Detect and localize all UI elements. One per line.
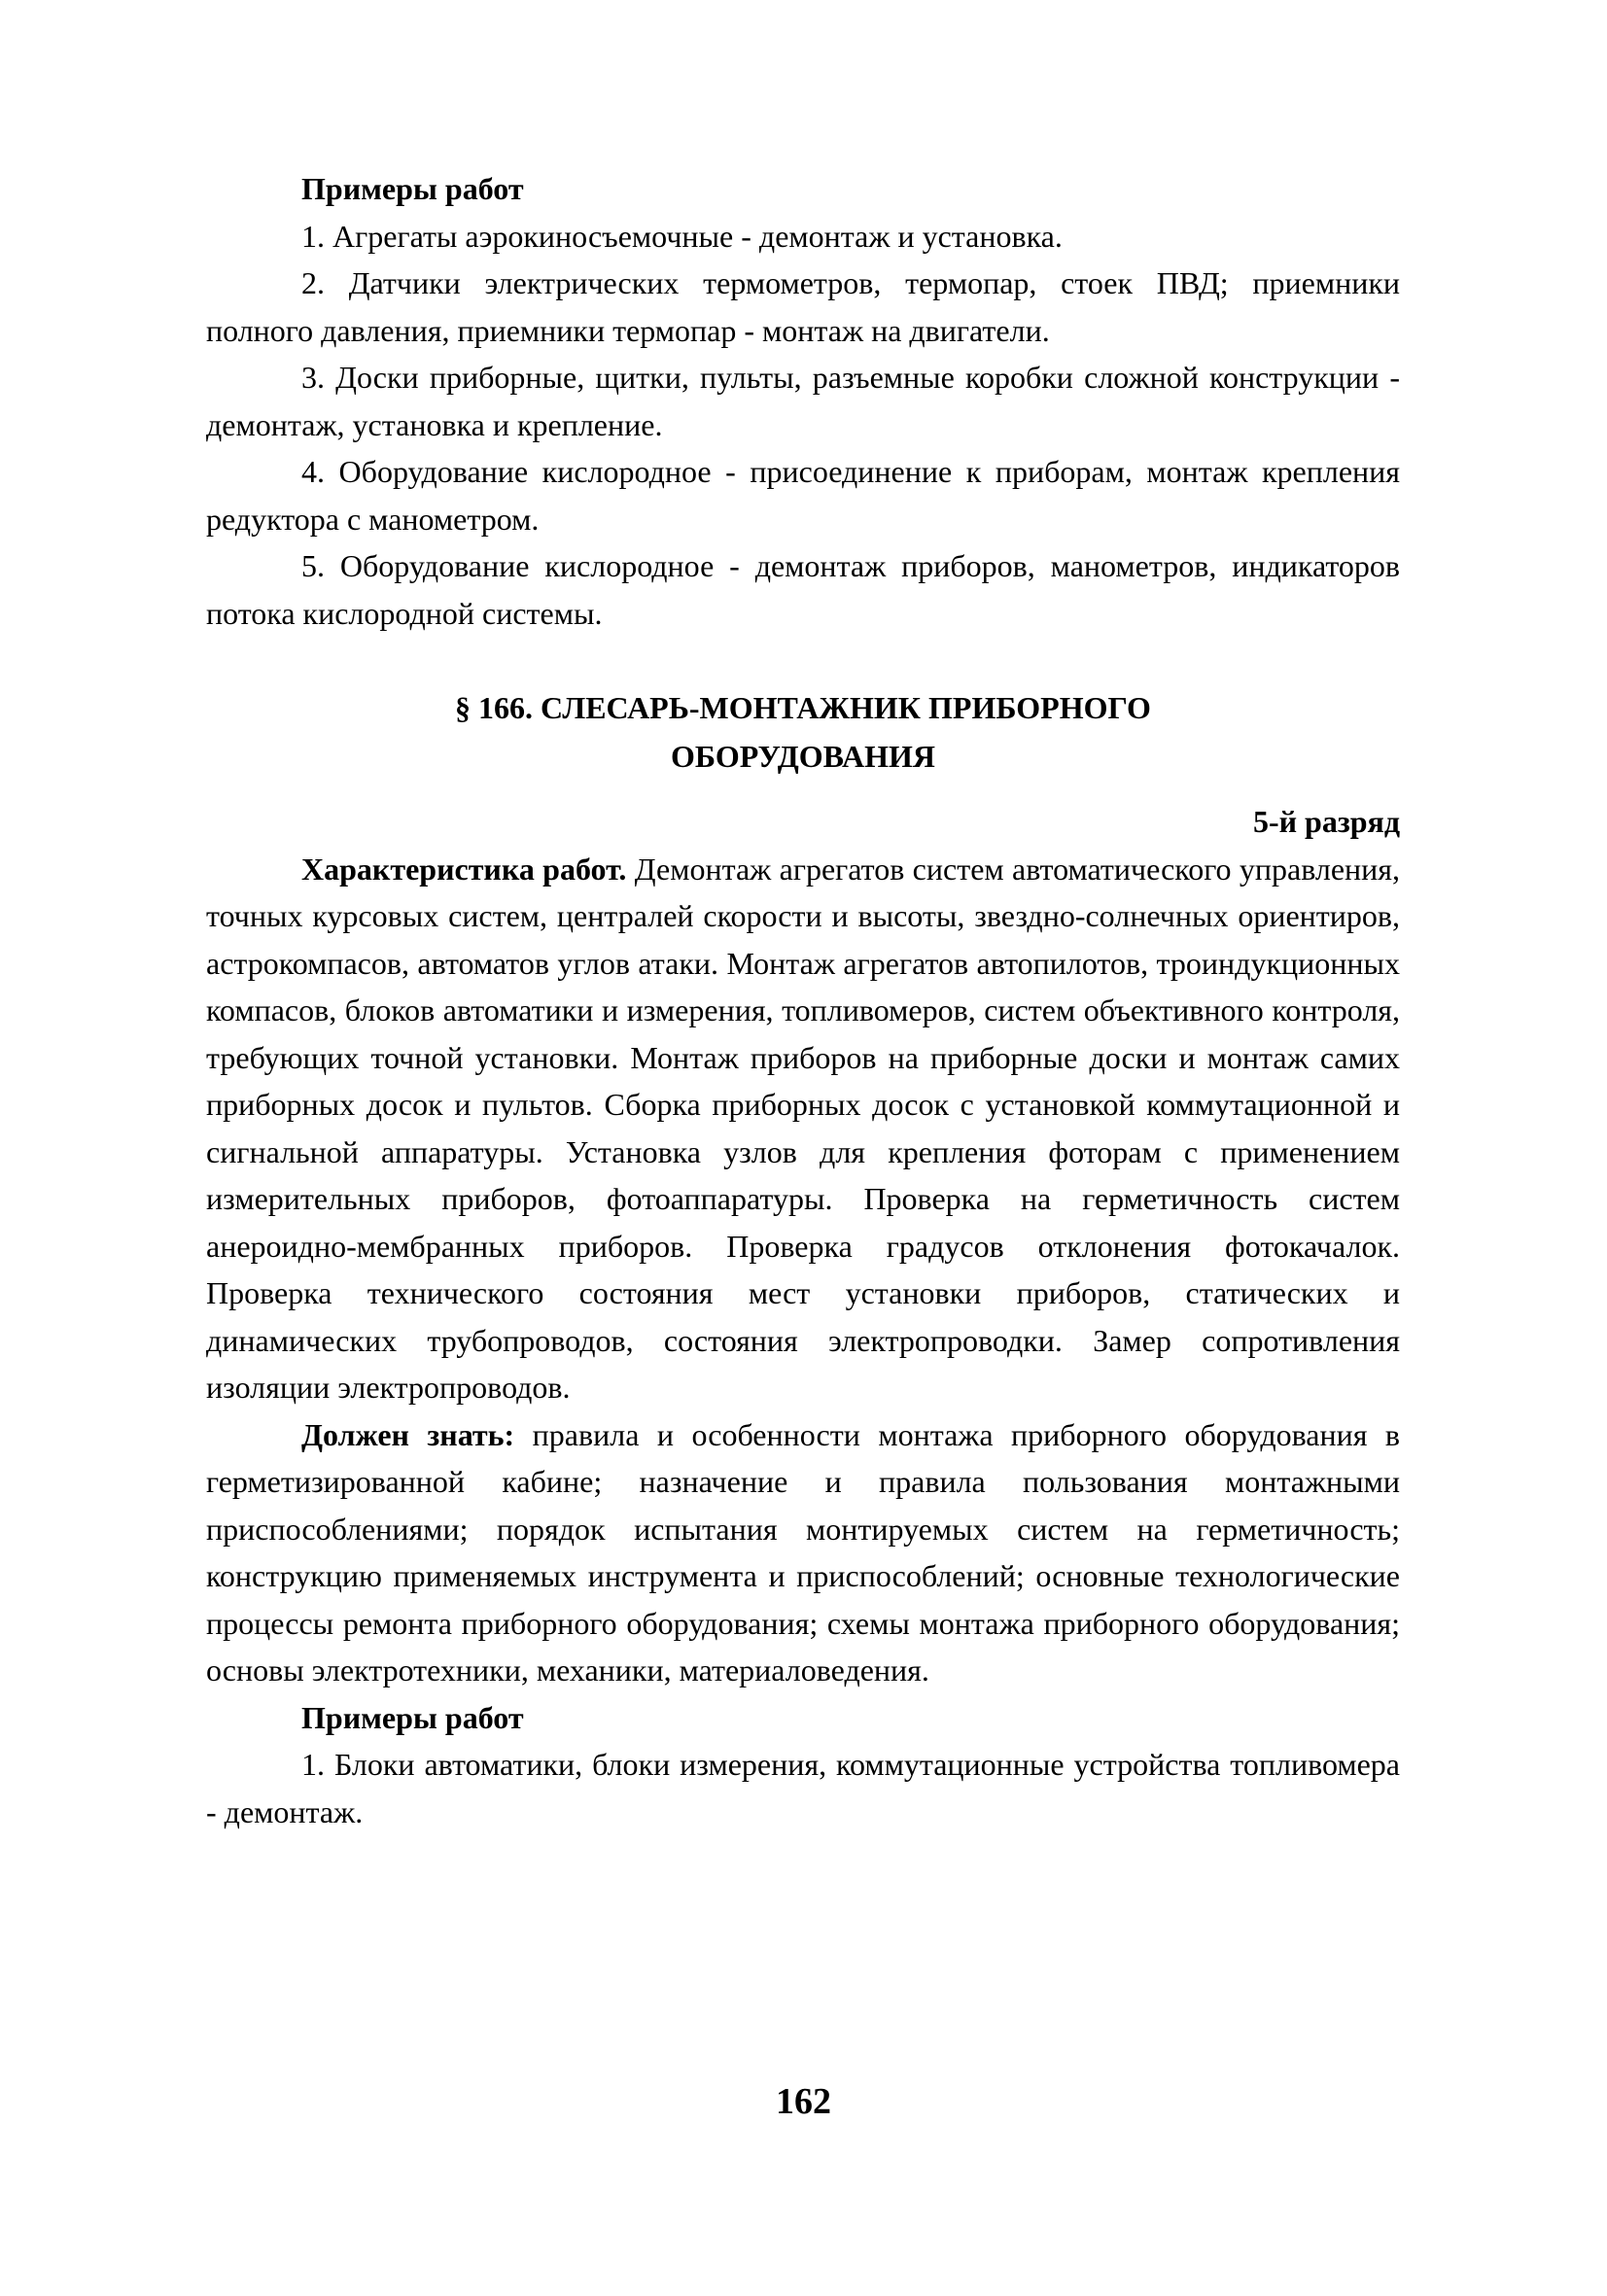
section-title (206, 683, 1400, 781)
characteristics-paragraph (206, 846, 1400, 1411)
example-item: 2. Датчики электрических термометров, термопар, стоек ПВД; приемники полного давления, приемники термопар - монтаж на двигатели. (206, 265, 1400, 348)
must-know-paragraph (206, 1411, 1400, 1694)
page-body (206, 165, 1400, 1835)
examples-heading: Примеры работ (301, 171, 524, 206)
grade-label: 5-й разряд (1252, 804, 1400, 839)
examples-heading-2: Примеры работ (301, 1699, 524, 1735)
example-item: 1. Агрегаты аэрокиносъемочные - демонтаж и установка. (301, 218, 1063, 254)
section-title-line1: § 166. СЛЕСАРЬ-МОНТАЖНИК ПРИБОРНОГО (455, 690, 1151, 725)
example-item: 3. Доски приборные, щитки, пульты, разъемные коробки сложной конструкции - демонтаж, установка и крепление. (206, 360, 1400, 442)
characteristics-label: Характеристика работ. (301, 851, 627, 887)
page-number: 162 (776, 2081, 831, 2122)
example-item: 5. Оборудование кислородное - демонтаж приборов, манометров, индикаторов потока кислородной системы. (206, 548, 1400, 631)
example-item: 4. Оборудование кислородное - присоединение к приборам, монтаж крепления редуктора с манометром. (206, 454, 1400, 537)
characteristics-text: Демонтаж агрегатов систем автоматического управления, точных курсовых систем, централей скорости и высоты, звездно-солнечных ориентиров, астрокомпасов, автоматов углов атаки. Монтаж агрегатов автопилотов, троиндукционных компасов, блоков автоматики и измерения, топливомеров, систем объективного контроля, требующих точной установки. Монтаж приборов на приборные доски и монтаж самих приборных досок и пультов. Сборка приборных досок с установкой коммутационной и сигнальной аппаратуры. Установка узлов для крепления фоторам с применением измерительных приборов, фотоаппаратуры. Проверка на герметичность систем анероидно-мембранных приборов. Проверка градусов отклонения фотокачалок. Проверка технического состояния мест установки приборов, статических и динамических трубопроводов, состояния электропроводки. Замер сопротивления изоляции электропроводов. (206, 851, 1401, 1405)
section-title-line2: ОБОРУДОВАНИЯ (671, 739, 935, 774)
must-know-label: Должен знать: (301, 1416, 515, 1452)
example-item: 1. Блоки автоматики, блоки измерения, коммутационные устройства топливомера - демонтаж. (206, 1747, 1400, 1829)
must-know-text: правила и особенности монтажа приборного оборудования в герметизированной кабине; назначение и правила пользования монтажными приспособлениями; порядок испытания монтируемых систем на герметичность; конструкцию применяемых инструмента и приспособлений; основные технологические процессы ремонта приборного оборудования; схемы монтажа приборного оборудования; основы электротехники, механики, материаловедения. (206, 1416, 1401, 1687)
